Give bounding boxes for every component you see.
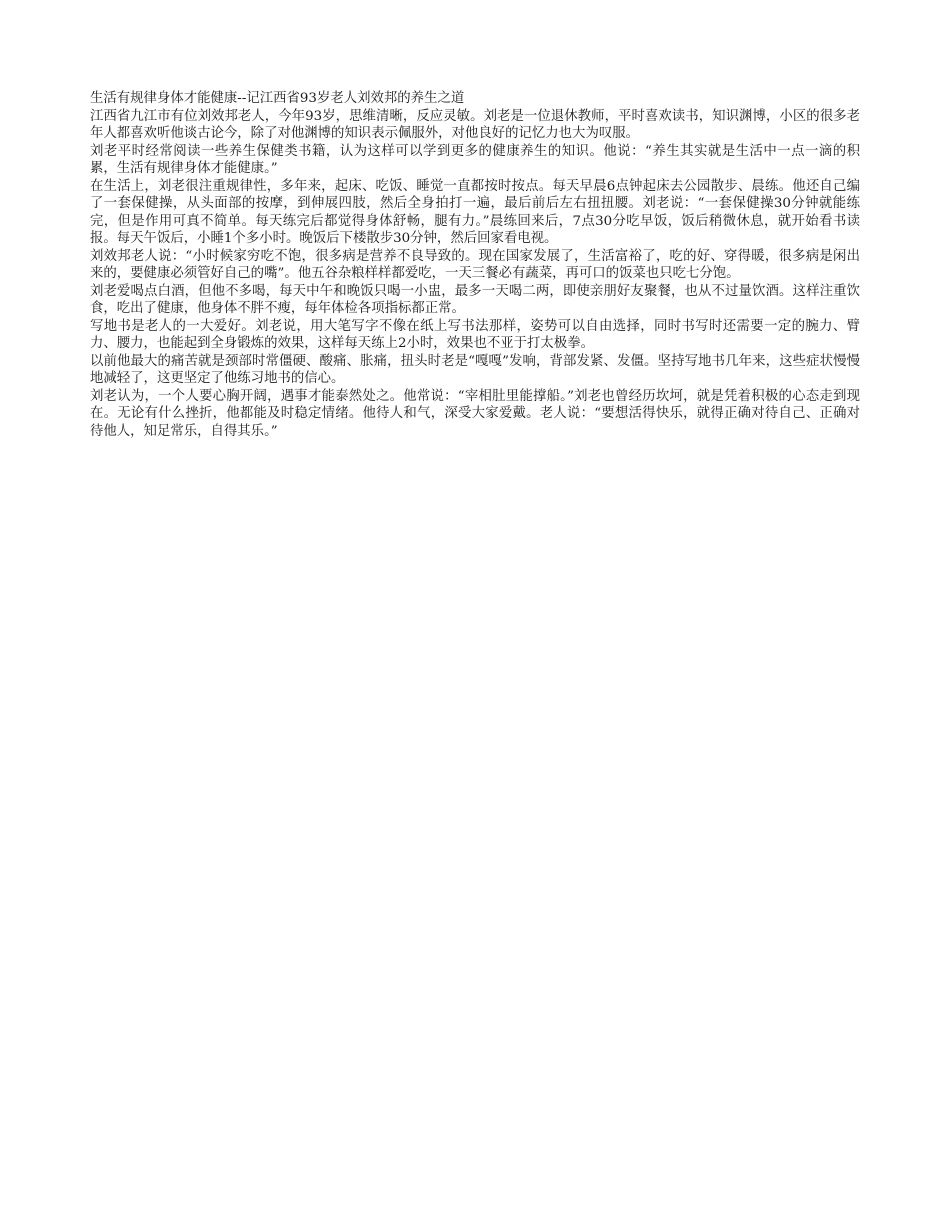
- paragraph-7: 以前他最大的痛苦就是颈部时常僵硬、酸痛、胀痛，扭头时老是“嘎嘎”发响，背部发紧、发僵。坚持写地书几年来，这些症状慢慢地减轻了，这更坚定了他练习地书的信心。: [90, 353, 860, 386]
- document-page: [90, 90, 860, 440]
- paragraph-6: 写地书是老人的一大爱好。刘老说，用大笔写字不像在纸上写书法那样，姿势可以自由选择，同时书写时还需要一定的腕力、臂力、腰力，也能起到全身锻炼的效果，这样每天练上2小时，效果也不亚于打太极拳。: [90, 318, 860, 351]
- paragraph-8: 刘老认为，一个人要心胸开阔，遇事才能泰然处之。他常说：“宰相肚里能撑船。”刘老也曾经历坎坷，就是凭着积极的心态走到现在。无论有什么挫折，他都能及时稳定情绪。他待人和气，深受大家爱戴。老人说：“要想活得快乐，就得正确对待自己、正确对待他人，知足常乐，自得其乐。”: [90, 388, 860, 439]
- paragraph-1: 江西省九江市有位刘效邦老人，今年93岁，思维清晰，反应灵敏。刘老是一位退休教师，平时喜欢读书，知识渊博，小区的很多老年人都喜欢听他谈古论今，除了对他渊博的知识表示佩服外，对他良好的记忆力也大为叹服。: [90, 108, 860, 141]
- paragraph-5: 刘老爱喝点白酒，但他不多喝，每天中午和晚饭只喝一小盅，最多一天喝二两，即使亲朋好友聚餐，也从不过量饮酒。这样注重饮食，吃出了健康，他身体不胖不瘦，每年体检各项指标都正常。: [90, 283, 860, 316]
- paragraph-2: 刘老平时经常阅读一些养生保健类书籍，认为这样可以学到更多的健康养生的知识。他说：“养生其实就是生活中一点一滴的积累，生活有规律身体才能健康。”: [90, 143, 860, 176]
- paragraph-4: 刘效邦老人说：“小时候家穷吃不饱，很多病是营养不良导致的。现在国家发展了，生活富裕了，吃的好、穿得暖，很多病是闲出来的，要健康必须管好自己的嘴”。他五谷杂粮样样都爱吃，一天三餐必有蔬菜，再可口的饭菜也只吃七分饱。: [90, 248, 860, 281]
- article-title: 生活有规律身体才能健康--记江西省93岁老人刘效邦的养生之道: [90, 91, 465, 106]
- paragraph-3: 在生活上，刘老很注重规律性，多年来，起床、吃饭、睡觉一直都按时按点。每天早晨6点钟起床去公园散步、晨练。他还自己编了一套保健操，从头面部的按摩，到伸展四肢，然后全身拍打一遍，最后前后左右扭扭腰。刘老说：“一套保健操30分钟就能练完，但是作用可真不简单。每天练完后都觉得身体舒畅，腿有力。”晨练回来后，7点30分吃早饭，饭后稍微休息，就开始看书读报。每天午饭后，小睡1个多小时。晚饭后下楼散步30分钟，然后回家看电视。: [90, 178, 860, 246]
